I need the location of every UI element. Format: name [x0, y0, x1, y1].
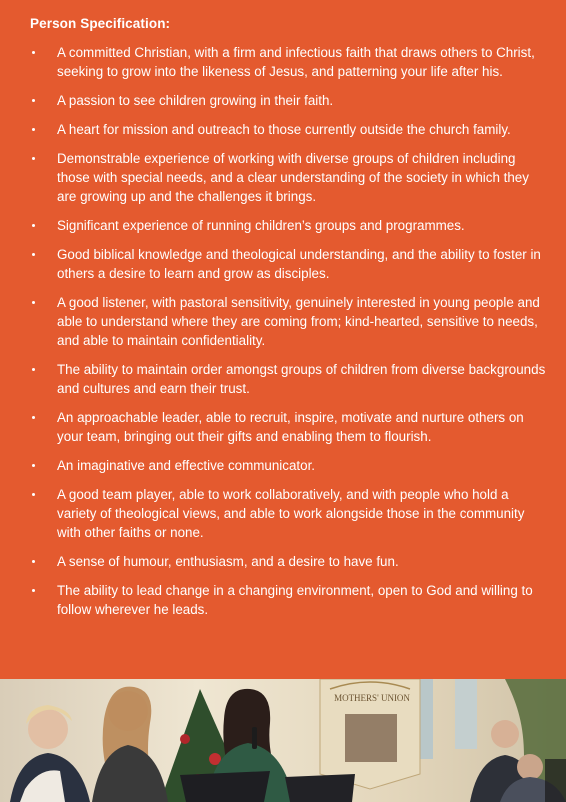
list-item — [30, 216, 550, 235]
banner-emblem — [345, 714, 397, 762]
section-heading: Person Specification: — [30, 16, 171, 31]
list-item-text: The ability to maintain order amongst groups of children from diverse backgrounds and cultures and earn their trust. — [57, 362, 546, 396]
music-stand — [285, 774, 355, 802]
bullet-icon — [32, 560, 35, 563]
music-stand — [180, 771, 270, 802]
list-item-text: Significant experience of running children’s groups and programmes. — [57, 218, 465, 233]
bullet-icon — [32, 157, 35, 160]
list-item — [30, 120, 550, 139]
list-item-text: A good team player, able to work collaboratively, and with people who hold a variety of theological views, and able to work alongside those in the community with other faiths or none. — [57, 487, 525, 540]
bullet-icon — [32, 99, 35, 102]
church-window — [455, 679, 477, 749]
bullet-icon — [32, 128, 35, 131]
bullet-icon — [32, 51, 35, 54]
list-item — [30, 293, 550, 350]
list-item-text: A committed Christian, with a firm and infectious faith that draws others to Christ, seeking to grow into the likeness of Jesus, and patterning your life after his. — [57, 45, 535, 79]
list-item-text: A passion to see children growing in their faith. — [57, 93, 334, 108]
list-item-text: An approachable leader, able to recruit, inspire, motivate and nurture others on your team, bringing out their gifts and enabling them to flourish. — [57, 410, 524, 444]
list-item-text: Good biblical knowledge and theological understanding, and the ability to foster in others a desire to learn and grow as disciples. — [57, 247, 541, 281]
bullet-icon — [32, 301, 35, 304]
list-item — [30, 360, 550, 398]
list-item — [30, 408, 550, 446]
list-item-text: A heart for mission and outreach to those currently outside the church family. — [57, 122, 511, 137]
musician-face — [491, 720, 519, 748]
list-item — [30, 456, 550, 475]
musician-face — [517, 754, 543, 780]
list-item-text: A sense of humour, enthusiasm, and a desire to have fun. — [57, 554, 399, 569]
list-item — [30, 485, 550, 542]
bullet-icon — [32, 253, 35, 256]
worship-band-photo — [0, 679, 566, 802]
bullet-icon — [32, 589, 35, 592]
bullet-icon — [32, 416, 35, 419]
speaker — [545, 759, 566, 802]
banner-text: MOTHERS' UNION — [334, 693, 410, 703]
photo-illustration — [0, 679, 566, 802]
list-item — [30, 149, 550, 206]
list-item-text: A good listener, with pastoral sensitivity, genuinely interested in young people and able to understand where they are coming from; kind-hearted, sensitive to needs, and able to maintain confidentiality. — [57, 295, 540, 348]
bullet-icon — [32, 464, 35, 467]
list-item — [30, 552, 550, 571]
list-item — [30, 581, 550, 619]
list-item — [30, 43, 550, 81]
person-specification-list — [30, 43, 550, 629]
list-item — [30, 91, 550, 110]
bullet-icon — [32, 224, 35, 227]
list-item-text: Demonstrable experience of working with diverse groups of children including those with special needs, and a clear understanding of the society in which they are growing up and the challenges it brings. — [57, 151, 529, 204]
tree-ornament — [180, 734, 190, 744]
bullet-icon — [32, 368, 35, 371]
list-item — [30, 245, 550, 283]
list-item-text: An imaginative and effective communicator. — [57, 458, 316, 473]
bullet-icon — [32, 493, 35, 496]
microphone — [252, 727, 257, 749]
list-item-text: The ability to lead change in a changing environment, open to God and willing to follow wherever he leads. — [57, 583, 533, 617]
